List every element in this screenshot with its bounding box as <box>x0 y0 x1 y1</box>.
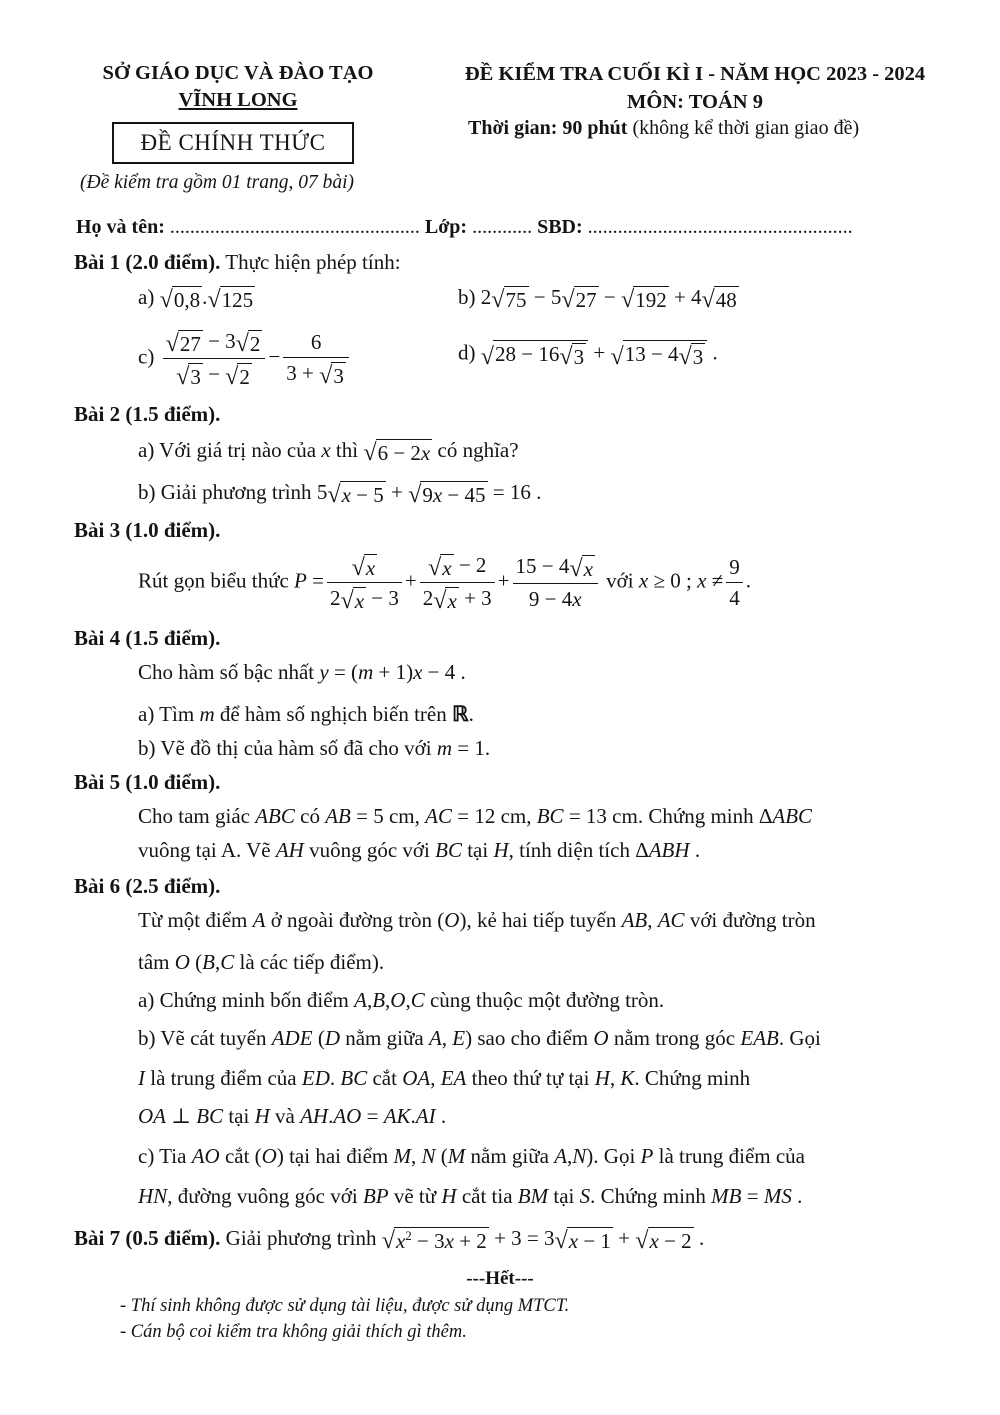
problem-6b-text-c: ) sao cho điểm <box>465 1026 589 1050</box>
problem-6b-line1: b) Vẽ cát tuyến ADE (D nằm giữa A, E) sao cho điểm O nằm trong góc EAB. Gọi <box>138 1026 821 1050</box>
problem-6-text-2b: là các tiếp điểm). <box>239 950 385 974</box>
problem-6-text-1a: Từ một điểm <box>138 908 248 932</box>
problem-6-line1: Từ một điểm A ở ngoài đường tròn (O), kẻ hai tiếp tuyến AB, AC với đường tròn <box>138 908 816 932</box>
problem-5-text-g: , tính diện tích <box>508 838 630 862</box>
problem-2-heading <box>74 402 220 427</box>
department-name: SỞ GIÁO DỤC VÀ ĐÀO TẠO <box>102 62 374 84</box>
problem-6c-line2: HN, đường vuông góc với BP vẽ từ H cắt tia BM tại S. Chứng minh MB = MS . <box>138 1184 803 1208</box>
problem-6b-text-i: . Chứng minh <box>634 1066 751 1090</box>
problem-6c-text-k: . Chứng minh <box>590 1184 706 1208</box>
name-blank: .................................................. <box>169 216 420 238</box>
problem-5-text-a: Cho tam giác <box>138 804 250 828</box>
problem-4-intro-text: Cho hàm số bậc nhất <box>138 660 315 684</box>
problem-6-text-1b: ở ngoài đường tròn <box>270 908 433 932</box>
problem-6b-line2: I là trung điểm của ED. BC cắt OA, EA theo thứ tự tại H, K. Chứng minh <box>138 1066 751 1090</box>
student-info-line <box>76 216 853 239</box>
footnote-1: - Thí sinh không được sử dụng tài liệu, được sử dụng MTCT. <box>120 1296 570 1316</box>
problem-5-text-f: tại <box>467 838 489 862</box>
problem-3-cond-text: với <box>606 568 634 593</box>
problem-4a-text2: để hàm số nghịch biến trên <box>219 702 447 726</box>
problem-6b-line3: OA ⊥ BC tại H và AH.AO = AK.AI . <box>138 1104 447 1128</box>
exam-header <box>440 60 950 116</box>
problem-7-text: Giải phương trình <box>225 1226 377 1250</box>
sbd-blank: ..................................................... <box>587 216 853 238</box>
problem-2-title: Bài 2 (1.5 điểm). <box>74 402 221 426</box>
time-note: (không kể thời gian giao đề) <box>632 117 860 139</box>
footnote-2: - Cán bộ coi kiểm tra không giải thích gì thêm. <box>120 1322 467 1342</box>
problem-2a: a) Với giá trị nào của x thì √ 6 − 2x có nghĩa? <box>138 438 519 467</box>
time-label: Thời gian: 90 phút <box>468 117 628 139</box>
problem-5-line1: Cho tam giác ABC có AB = 5 cm, AC = 12 cm, BC = 13 cm. Chứng minh ΔABC <box>138 804 813 828</box>
problem-6c-text-c: tại hai điểm <box>289 1144 389 1168</box>
problem-1b: b) 2 √ 75 − 5 √ 27 − √ 192 + 4 √ 48 <box>458 285 737 314</box>
problem-6c-line1: c) Tia AO cắt (O) tại hai điểm M, N (M nằm giữa A,N). Gọi P là trung điểm của <box>138 1144 805 1168</box>
exam-subject: MÔN: TOÁN 9 <box>627 91 763 113</box>
problem-4-title: Bài 4 (1.5 điểm). <box>74 626 221 650</box>
problem-6b-text-h: theo thứ tự tại <box>471 1066 590 1090</box>
problem-1-title: Bài 1 (2.0 điểm). <box>74 250 221 274</box>
problem-6c-text-f: là trung điểm của <box>658 1144 805 1168</box>
problem-6a-text: a) Chứng minh bốn điểm <box>138 988 349 1012</box>
problem-1c: c) √ 27 − 3 √ 2 √ 3 − √ 2 − 6 3 + √ 3 <box>138 328 352 390</box>
problem-6b-text-j: tại <box>228 1104 250 1128</box>
problem-3-text: Rút gọn biểu thức <box>138 568 289 593</box>
class-blank: ............ <box>472 216 533 238</box>
problem-6c-text-j: tại <box>553 1184 575 1208</box>
problem-5-text-e: vuông góc với <box>309 838 430 862</box>
problem-6c-text-g: , đường vuông góc với <box>167 1184 358 1208</box>
exam-time <box>468 117 859 140</box>
problem-1a: a) √ 0,8 . √ 125 <box>138 285 254 314</box>
official-exam-box: ĐỀ CHÍNH THỨC <box>112 122 354 164</box>
problem-4-heading <box>74 626 220 651</box>
problem-4-intro: Cho hàm số bậc nhất y = (m + 1)x − 4 . <box>138 660 466 684</box>
problem-6-text-1d: với đường tròn <box>689 908 816 932</box>
problem-4a: a) Tìm m để hàm số nghịch biến trên ℝ. <box>138 702 474 726</box>
problem-6c-text-i: cắt tia <box>461 1184 513 1208</box>
problem-6-heading <box>74 874 220 899</box>
problem-3-title: Bài 3 (1.0 điểm). <box>74 518 221 542</box>
problem-6-title: Bài 6 (2.5 điểm). <box>74 874 221 898</box>
problem-4b: b) Vẽ đồ thị của hàm số đã cho với m = 1. <box>138 736 491 760</box>
problem-2a-text3: có nghĩa? <box>437 438 519 462</box>
name-label: Họ và tên: <box>76 216 165 238</box>
department-header <box>88 60 388 114</box>
problem-1d: d) √ 28 − 16 √ 3 + √ 13 − 4 √ 3 . <box>458 340 718 371</box>
problem-5-text-d: vuông tại A. Vẽ <box>138 838 271 862</box>
province-name: VĨNH LONG <box>178 89 298 111</box>
problem-2a-text: a) Với giá trị nào của <box>138 438 317 462</box>
problem-6c-text-e: ). Gọi <box>586 1144 636 1168</box>
problem-5-line2: vuông tại A. Vẽ AH vuông góc với BC tại H, tính diện tích ΔABH . <box>138 838 701 862</box>
problem-4a-text: a) Tìm <box>138 702 195 726</box>
problem-5-heading <box>74 770 220 795</box>
problem-6b-text-d: nằm trong góc <box>613 1026 736 1050</box>
problem-3-heading <box>74 518 220 543</box>
exam-title: ĐỀ KIỂM TRA CUỐI KÌ I - NĂM HỌC 2023 - 2024 <box>464 63 926 85</box>
problem-6b-text-g: cắt <box>372 1066 397 1090</box>
problem-7: Bài 7 (0.5 điểm). Giải phương trình √ $x^2 - 3x + 2$ + 3 = 3 √ x − 1 + √ x − 2 . <box>74 1226 705 1255</box>
problem-5-text-c: Chứng minh <box>648 804 754 828</box>
problem-6c-text-h: vẽ từ <box>393 1184 437 1208</box>
problem-6b-text-k: và <box>275 1104 295 1128</box>
problem-3-expression: Rút gọn biểu thức P = √ x 2 √ x − 3 + √ x − 2 2 √ x + 3 + 15 − 4 √ x 9 − 4x với x ≥ 0 ; x ≠ $\frac{9}{4}$ . <box>138 553 751 615</box>
problem-6-line2: tâm O (B,C là các tiếp điểm). <box>138 950 385 974</box>
problem-6a: a) Chứng minh bốn điểm A,B,O,C cùng thuộc một đường tròn. <box>138 988 665 1012</box>
class-label: Lớp: <box>424 216 468 238</box>
page-count-note: (Đề kiểm tra gồm 01 trang, 07 bài) <box>80 172 355 193</box>
problem-1-text: Thực hiện phép tính: <box>225 250 401 274</box>
problem-1-heading <box>74 250 401 275</box>
problem-6b-text-a: b) Vẽ cát tuyến <box>138 1026 267 1050</box>
problem-2b-text: b) Giải phương trình <box>138 480 312 504</box>
problem-4b-text: b) Vẽ đồ thị của hàm số đã cho với <box>138 736 432 760</box>
problem-6b-text-f: là trung điểm của <box>150 1066 297 1090</box>
problem-6c-text-a: c) Tia <box>138 1144 187 1168</box>
end-mark: ---Hết--- <box>466 1268 534 1289</box>
problem-2b: b) Giải phương trình 5 √ x − 5 + √ 9x − 45 = 16 . <box>138 480 542 509</box>
problem-6-text-2a: tâm <box>138 950 170 974</box>
problem-6c-text-d: nằm giữa <box>470 1144 549 1168</box>
problem-6-text-1c: , kẻ hai tiếp tuyến <box>466 908 617 932</box>
problem-6b-text-b: nằm giữa <box>345 1026 424 1050</box>
problem-2a-text2: thì <box>335 438 359 462</box>
problem-6a-text2: cùng thuộc một đường tròn. <box>429 988 665 1012</box>
problem-6c-text-b: cắt <box>224 1144 250 1168</box>
problem-5-text-b: có <box>300 804 320 828</box>
problem-6b-text-e: . Gọi <box>778 1026 821 1050</box>
sbd-label: SBD: <box>537 216 583 238</box>
problem-7-title: Bài 7 (0.5 điểm). <box>74 1226 221 1250</box>
problem-5-title: Bài 5 (1.0 điểm). <box>74 770 221 794</box>
